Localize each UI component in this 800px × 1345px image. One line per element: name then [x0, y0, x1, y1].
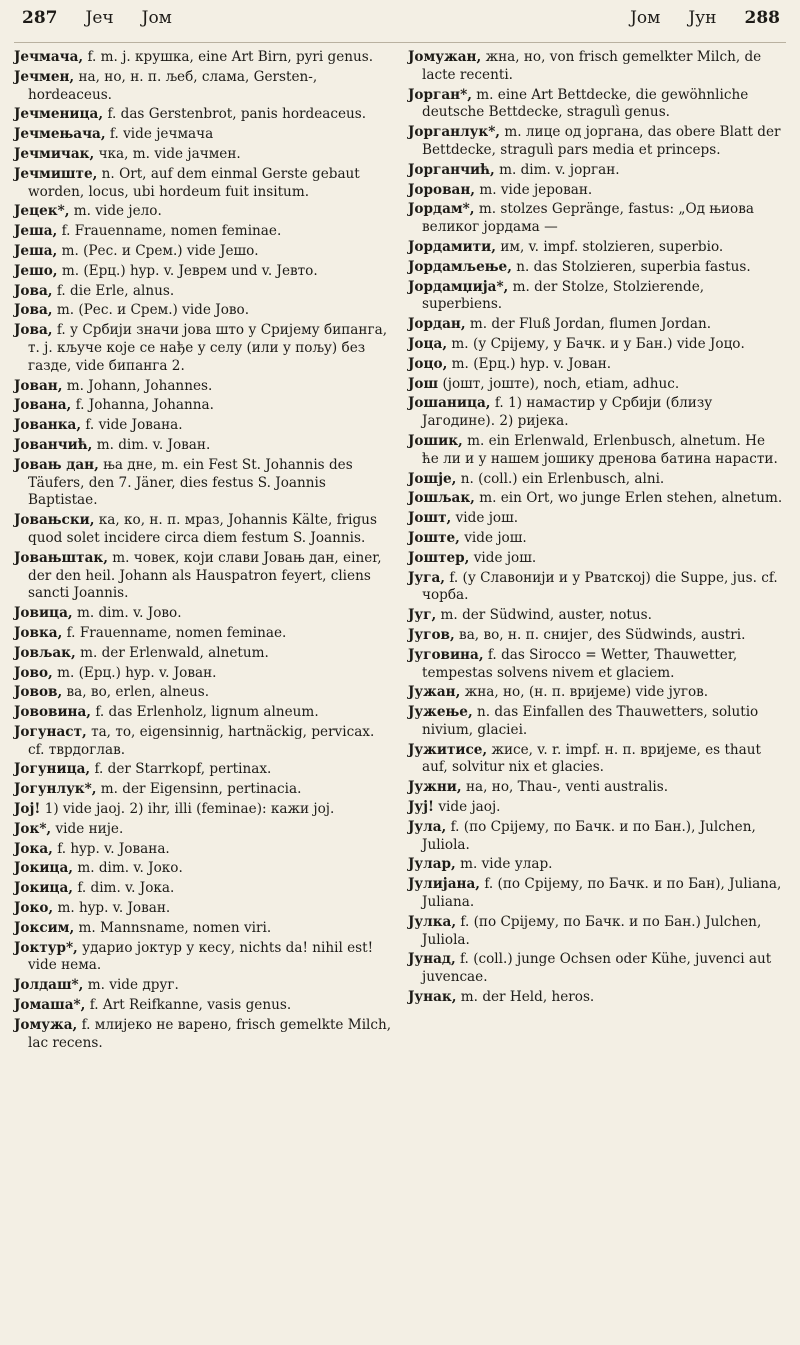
dictionary-entry [408, 471, 786, 489]
entry-definition: f. m. j. крушка, eine Art Birn, pyri genus. [87, 49, 374, 65]
entry-headword: Јужење, [408, 704, 473, 721]
entry-headword: Јужитисе, [408, 741, 488, 758]
entry-definition: ударио јоктур у кесу, nichts da! nihil est! vide нема. [28, 939, 374, 974]
entry-definition: жна, но, von frisch gemelkter Milch, de lacte recenti. [422, 49, 762, 83]
dictionary-entry [408, 376, 786, 394]
entry-definition: m. der Südwind, auster, notus. [440, 607, 652, 624]
right-guide-word-2: Јун [688, 8, 717, 28]
entry-definition: m. (Ерц.) hyp. v. Јован. [57, 664, 217, 681]
dictionary-entry [14, 378, 392, 396]
dictionary-entry [408, 530, 786, 548]
entry-definition: ња дне, m. ein Fest St. Johannis des Täufers, den 7. Jäner, dies festus S. Joannis Baptistae. [28, 456, 353, 509]
entry-headword: Јордам*, [408, 201, 475, 218]
entry-headword: Јоктур*, [14, 939, 78, 956]
entry-definition: m. der Eigensinn, pertinacia. [100, 781, 302, 798]
entry-headword: Јован, [14, 377, 63, 394]
dictionary-entry [408, 570, 786, 606]
dictionary-entry [14, 512, 392, 548]
entry-definition: жна, но, (н. п. вријеме) vide југов. [464, 684, 709, 701]
dictionary-entry [408, 684, 786, 702]
entry-headword: Јој! [14, 801, 41, 818]
entry-definition: m. (Ерц.) hyp. v. Јован. [451, 355, 612, 372]
entry-headword: Јужни, [408, 779, 462, 796]
dictionary-entry [408, 201, 786, 237]
entry-headword: Јошт, [408, 510, 452, 527]
entry-headword: Јованка, [14, 417, 82, 434]
dictionary-entry [14, 920, 392, 938]
entry-headword: Јоште, [408, 529, 460, 546]
entry-headword: Јошје, [408, 470, 457, 487]
right-column [408, 49, 786, 1054]
dictionary-entry [408, 182, 786, 200]
entry-definition: ва, во, erlen, alneus. [66, 684, 210, 701]
entry-definition: m. der Erlenwald, alnetum. [80, 644, 269, 661]
entry-headword: Јеша, [14, 242, 58, 259]
entry-definition: m. vide улар. [460, 856, 553, 873]
entry-definition: m. (Рес. и Срем.) vide Јешо. [61, 242, 259, 259]
dictionary-entry [408, 704, 786, 740]
left-guide-word-2: Јом [141, 8, 172, 28]
entry-headword: Јовов, [14, 684, 63, 701]
entry-definition: f. у Србији значи јова што у Сријему бипанга, т. ј. кључе које се нађе у селу (или у пољу) без газде, vide бипанга 2. [28, 322, 388, 374]
dictionary-entry [408, 989, 786, 1007]
entry-definition: f. das Erlenholz, lignum alneum. [95, 704, 319, 721]
entry-definition: vide није. [55, 820, 124, 837]
entry-headword: Југа, [408, 569, 446, 586]
entry-definition: m. eine Art Bettdecke, die gewöhnliche deutsche Bettdecke, stragulì genus. [422, 86, 749, 121]
entry-definition: ва, во, н. п. снијег, des Südwinds, austri. [459, 626, 746, 643]
header-right [400, 8, 786, 28]
entry-headword: Јешо, [14, 262, 58, 279]
entry-definition: vide још. [455, 510, 519, 527]
entry-definition: f. (по Срijему, по Бачк. и по Бан.), Julchen, Juliola. [422, 818, 756, 853]
entry-definition: m. (Ерц.) hyp. v. Јеврем und v. Јевто. [61, 262, 318, 279]
entry-definition: m. (у Срijему, у Бачк. и у Бан.) vide Јоцо. [451, 335, 745, 352]
dictionary-entry [408, 550, 786, 568]
entry-headword: Јордамџија*, [408, 278, 509, 295]
dictionary-entry [14, 263, 392, 281]
entry-definition: n. das Einfallen des Thauwetters, solutio nivium, glaciei. [422, 704, 759, 738]
dictionary-entry [408, 856, 786, 874]
dictionary-entry [14, 781, 392, 799]
dictionary-entry [408, 356, 786, 374]
entry-definition: m. dim. v. Јоко. [77, 860, 183, 877]
dictionary-entry [408, 124, 786, 160]
entry-headword: Јовањски, [14, 512, 95, 529]
dictionary-entry [14, 997, 392, 1015]
entry-definition: f. dim. v. Јока. [77, 880, 175, 897]
entry-definition: n. das Stolzieren, superbia fastus. [516, 258, 751, 275]
dictionary-entry [14, 977, 392, 995]
dictionary-entry [14, 605, 392, 623]
entry-definition: f. die Erle, alnus. [56, 282, 175, 299]
entry-definition: 1) vide јаој. 2) ihr, illi (feminae): кажи јој. [44, 801, 335, 818]
entry-headword: Јечмиште, [14, 165, 98, 182]
entry-headword: Јордамљење, [408, 258, 512, 275]
entry-headword: Јеша, [14, 223, 58, 240]
entry-definition: f. (у Славонији и у Рватској) die Suppe, jus. cf. чорба. [422, 569, 778, 604]
dictionary-entry [14, 1017, 392, 1053]
entry-headword: Јогуница, [14, 761, 91, 778]
entry-headword: Јоксим, [14, 919, 75, 936]
entry-headword: Јулка, [408, 913, 457, 930]
entry-definition: m. vide јерован. [479, 181, 593, 198]
dictionary-entry [408, 87, 786, 123]
dictionary-entry [14, 146, 392, 164]
entry-definition: та, то, eigensinnig, hartnäckig, pervicax. cf. тврдоглав. [28, 723, 375, 758]
entry-headword: Југов, [408, 626, 455, 643]
left-page-number: 287 [22, 8, 58, 28]
entry-definition: m. dim. v. Јово. [76, 605, 182, 622]
entry-definition: f. Johanna, Johanna. [75, 397, 214, 414]
entry-headword: Јокица, [14, 880, 73, 897]
dictionary-entry [14, 860, 392, 878]
dictionary-entry [14, 106, 392, 124]
entry-definition: m. Johann, Johannes. [66, 377, 213, 394]
entry-definition: m. ein Erlenwald, Erlenbusch, alnetum. Не ће ли и у нашем јошику дренова батина нарасти. [422, 432, 778, 467]
dictionary-entry [14, 880, 392, 898]
dictionary-entry [14, 821, 392, 839]
entry-definition: m. der Held, heros. [460, 989, 595, 1006]
entry-definition: (јошт, јоште), noch, etiam, adhuc. [442, 375, 680, 392]
dictionary-entry [14, 841, 392, 859]
entry-definition: m. dim. v. јорган. [499, 161, 620, 178]
entry-headword: Јордамити, [408, 238, 497, 255]
entry-definition: на, но, Thau-, venti australis. [465, 779, 669, 796]
entry-headword: Јова, [14, 322, 53, 339]
entry-definition: f. Art Reifkanne, vasis genus. [89, 997, 292, 1014]
entry-definition: n. Ort, auf dem einmal Gerste gebaut worden, locus, ubi hordeum fuit insitum. [28, 165, 360, 200]
entry-headword: Јечмењача, [14, 126, 106, 143]
entry-definition: m. ein Ort, wo junge Erlen stehen, alnetum. [479, 490, 783, 507]
entry-definition: m. der Stolze, Stolzierende, superbiens. [422, 278, 705, 313]
dictionary-entry [408, 647, 786, 683]
dictionary-entry [408, 819, 786, 855]
entry-headword: Још [408, 375, 439, 392]
dictionary-entry [14, 761, 392, 779]
dictionary-entry [408, 799, 786, 817]
entry-headword: Јомужан, [408, 49, 482, 65]
entry-headword: Јулијана, [408, 876, 481, 893]
entry-headword: Јецек*, [14, 203, 70, 220]
entry-headword: Јунак, [408, 989, 457, 1006]
entry-definition: f. vide Јована. [85, 417, 183, 434]
entry-definition: f. 1) намастир у Србији (близу Јагодине). 2) ријека. [422, 395, 713, 430]
entry-definition: f. (по Срijему, по Бачк. и по Бан), Juliana, Juliana. [422, 876, 782, 911]
dictionary-entry [408, 49, 786, 85]
entry-headword: Јововина, [14, 704, 92, 721]
entry-headword: Јолдаш*, [14, 977, 84, 994]
dictionary-entry [14, 203, 392, 221]
right-page-number: 288 [744, 8, 780, 28]
entry-headword: Југ, [408, 607, 437, 624]
entry-headword: Јечменица, [14, 106, 104, 123]
entry-headword: Јечмача, [14, 49, 84, 65]
dictionary-entry [408, 162, 786, 180]
dictionary-entry [408, 239, 786, 257]
entry-definition: f. (coll.) junge Ochsen oder Kühe, juvenci aut juvencae. [422, 951, 772, 986]
dictionary-entry [408, 742, 786, 778]
entry-definition: n. (coll.) ein Erlenbusch, alni. [460, 470, 665, 487]
entry-headword: Јулар, [408, 856, 456, 873]
entry-headword: Јоца, [408, 335, 448, 352]
entry-definition: m. лице од јоргана, das obere Blatt der Bettdecke, stragulì pars media et princeps. [422, 124, 781, 158]
entry-headword: Јока, [14, 840, 53, 857]
dictionary-entry [14, 322, 392, 375]
entry-headword: Јокица, [14, 860, 73, 877]
dictionary-entry [14, 283, 392, 301]
dictionary-entry [408, 876, 786, 912]
dictionary-entry [14, 49, 392, 67]
dictionary-entry [408, 607, 786, 625]
dictionary-entry [14, 940, 392, 976]
entry-definition: f. das Gerstenbrot, panis hordeaceus. [107, 106, 367, 123]
entry-definition: vide јаој. [438, 799, 501, 816]
entry-headword: Југовина, [408, 646, 484, 663]
dictionary-entry [14, 243, 392, 261]
dictionary-entry [14, 900, 392, 918]
dictionary-entry [408, 951, 786, 987]
entry-headword: Јомужа, [14, 1016, 78, 1033]
entry-definition: ка, ко, н. п. мраз, Johannis Kälte, frigus quod solet incidere circa diem festum S. Joannis. [28, 512, 377, 546]
entry-headword: Јечмен, [14, 68, 75, 85]
dictionary-entry [408, 510, 786, 528]
dictionary-entry [14, 550, 392, 603]
left-guide-word-1: Јеч [85, 8, 114, 28]
entry-definition: f. der Starrkopf, pertinax. [94, 761, 272, 778]
entry-headword: Јова, [14, 282, 53, 299]
entry-definition: vide још. [464, 529, 527, 546]
dictionary-entry [14, 704, 392, 722]
entry-definition: m. Mannsname, nomen viri. [78, 919, 272, 936]
dictionary-entry [408, 779, 786, 797]
dictionary-entry [408, 627, 786, 645]
entry-headword: Јошик, [408, 432, 463, 449]
dictionary-entry [14, 665, 392, 683]
entry-headword: Јорганлук*, [408, 124, 501, 141]
entry-definition: m. stolzes Gepränge, fastus: „Од њиова великог јордама — [422, 201, 755, 236]
entry-definition: f. млијеко не варено, frisch gemelkte Milch, lac recens. [28, 1016, 392, 1051]
dictionary-entry [14, 223, 392, 241]
entry-headword: Јогунлук*, [14, 781, 97, 798]
entry-headword: Јовањштак, [14, 549, 108, 566]
entry-headword: Јова, [14, 302, 53, 319]
entry-definition: f. das Sirocco = Wetter, Thauwetter, tempestas solvens nivem et glaciem. [422, 646, 738, 681]
entry-definition: m. vide јело. [73, 203, 162, 220]
entry-definition: чка, m. vide јачмен. [98, 145, 241, 162]
entry-definition: f. hyp. v. Јована. [57, 840, 170, 857]
entry-definition: m. dim. v. Јован. [96, 436, 211, 453]
dictionary-entry [408, 259, 786, 277]
entry-headword: Јошљак, [408, 490, 475, 507]
entry-definition: m. hyp. v. Јован. [57, 900, 171, 917]
dictionary-entry [14, 457, 392, 510]
entry-headword: Јуј! [408, 799, 435, 816]
header-left [14, 8, 400, 28]
dictionary-entry [14, 684, 392, 702]
entry-definition: vide још. [473, 549, 537, 566]
entry-headword: Јорган*, [408, 86, 472, 103]
entry-headword: Јоштер, [408, 549, 470, 566]
entry-headword: Јогунаст, [14, 723, 87, 740]
entry-definition: m. der Fluß Jordan, flumen Jordan. [469, 316, 712, 333]
entry-headword: Јоцо, [408, 355, 448, 372]
dictionary-entry [408, 490, 786, 508]
entry-headword: Јовка, [14, 624, 63, 641]
dictionary-entry [408, 914, 786, 950]
entry-definition: f. Frauenname, nomen feminae. [61, 223, 282, 240]
dictionary-entry [408, 433, 786, 469]
columns [14, 49, 786, 1054]
entry-definition: жисе, v. r. impf. н. п. вријеме, es thaut auf, solvitur nix et glacies. [422, 741, 762, 776]
entry-headword: Јула, [408, 818, 447, 835]
entry-headword: Јок*, [14, 820, 52, 837]
entry-definition: m. човек, који слави Јовањ дан, einer, der den heil. Johann als Hauspatron feyert, cliens sancti Joannis. [28, 549, 382, 602]
right-guide-word-1: Јом [630, 8, 661, 28]
dictionary-entry [408, 316, 786, 334]
dictionary-entry [408, 279, 786, 315]
entry-definition: f. (по Срijему, по Бачк. и по Бан.) Julchen, Juliola. [422, 913, 762, 948]
dictionary-entry [14, 645, 392, 663]
dictionary-entry [14, 69, 392, 105]
left-column [14, 49, 392, 1054]
entry-headword: Јомаша*, [14, 997, 86, 1014]
entry-definition: f. vide јечмача [109, 126, 214, 143]
page-header [14, 8, 786, 43]
entry-headword: Јованчић, [14, 436, 93, 453]
entry-headword: Јошаница, [408, 395, 491, 412]
entry-headword: Јово, [14, 664, 53, 681]
dictionary-entry [14, 801, 392, 819]
entry-definition: m. vide друг. [87, 977, 179, 994]
entry-headword: Јунад, [408, 951, 456, 968]
entry-headword: Јужан, [408, 684, 461, 701]
dictionary-entry [14, 397, 392, 415]
entry-headword: Јорован, [408, 181, 476, 198]
entry-headword: Јечмичак, [14, 145, 95, 162]
entry-headword: Јована, [14, 397, 72, 414]
dictionary-entry [14, 126, 392, 144]
dictionary-entry [14, 437, 392, 455]
dictionary-entry [14, 302, 392, 320]
entry-definition: f. Frauenname, nomen feminae. [66, 624, 287, 641]
dictionary-entry [14, 417, 392, 435]
entry-headword: Јовица, [14, 605, 73, 622]
entry-definition: m. (Рес. и Срем.) vide Јово. [56, 302, 250, 319]
entry-headword: Јордан, [408, 316, 466, 333]
entry-headword: Јорганчић, [408, 161, 495, 178]
entry-definition: на, но, н. п. љеб, слама, Gersten-, hordeaceus. [28, 68, 318, 103]
dictionary-entry [408, 395, 786, 431]
dictionary-entry [14, 724, 392, 760]
dictionary-entry [14, 166, 392, 202]
entry-definition: им, v. impf. stolzieren, superbio. [500, 238, 724, 255]
dictionary-entry [408, 336, 786, 354]
dictionary-entry [14, 625, 392, 643]
entry-headword: Јовљак, [14, 644, 76, 661]
entry-headword: Јовањ дан, [14, 456, 99, 473]
entry-headword: Јоко, [14, 900, 54, 917]
